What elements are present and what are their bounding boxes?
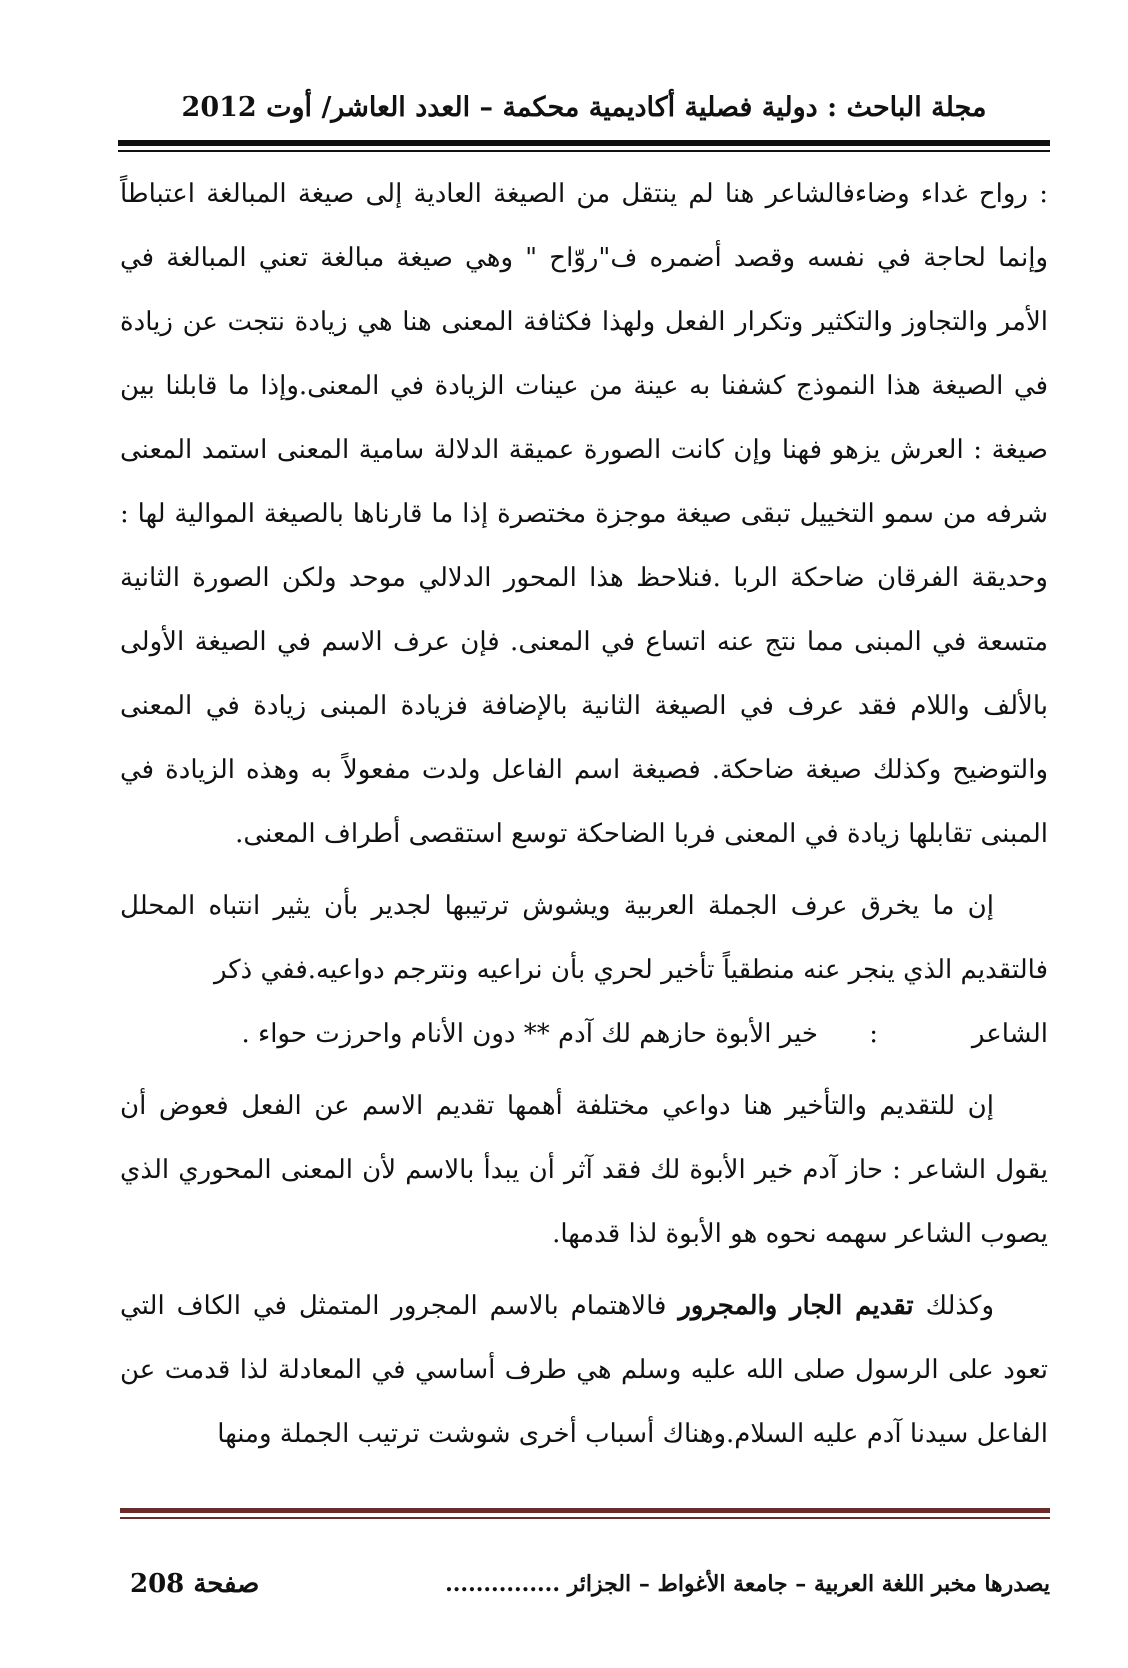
verse-label: الشاعر	[971, 1019, 1048, 1049]
footer-rule-thick	[120, 1508, 1050, 1513]
p4-rest: فالاهتمام بالاسم المجرور المتمثل في الكاف التي تعود على الرسول صلى الله عليه وسلم هي طرف أساسي في المعادلة لذا قدمت عن الفاعل سيدنا آدم عليه السلام.وهناك أسباب أخرى شوشت ترتيب الجملة ومنها	[120, 1291, 1048, 1449]
paragraph-4	[120, 1274, 1048, 1466]
p4-bold-term: تقديم الجار والمجرور	[678, 1291, 914, 1321]
journal-header: مجلة الباحث : دولية فصلية أكاديمية محكمة – العدد العاشر/ أوت 2012	[181, 92, 987, 123]
footer-publisher: يصدرها مخبر اللغة العربية – جامعة الأغواط – الجزائر ...............	[445, 1571, 1050, 1597]
paragraph-2: إن ما يخرق عرف الجملة العربية ويشوش ترتيبها لجدير بأن يثير انتباه المحلل فالتقديم الذي ينجر عنه منطقياً تأخير لحري بأن نراعيه ونترجم دواعيه.ففي ذكر	[120, 891, 1048, 985]
paragraph-1: : رواح غداء وضاءفالشاعر هنا لم ينتقل من الصيغة العادية إلى صيغة المبالغة اعتباطاً وإنما لحاجة في نفسه وقصد أضمره ف"روّاح " وهي صيغة مبالغة تعني المبالغة في الأمر والتجاوز والتكثير وتكرار الفعل ولهذا فكثافة المعنى هنا هي زيادة نتجت عن زيادة في الصيغة هذا النموذج كشفنا به عينة من عينات الزيادة في المعنى.وإذا ما قابلنا بين صيغة : العرش يزهو فهنا وإن كانت الصورة عميقة الدلالة سامية المعنى استمد المعنى شرفه من سمو التخييل تبقى صيغة موجزة مختصرة إذا ما قارناها بالصيغة الموالية لها : وحديقة الفرقان ضاحكة الربا .فنلاحظ هذا المحور الدلالي موحد ولكن الصورة الثانية متسعة في المبنى مما نتج عنه اتساع في المعنى. فإن عرف الاسم في الصيغة الأولى بالألف واللام فقد عرف في الصيغة الثانية بالإضافة فزيادة المبنى زيادة في المعنى والتوضيح وكذلك صيغة ضاحكة. فصيغة اسم الفاعل ولدت مفعولاً به وهذه الزيادة في المبنى تقابلها زيادة في المعنى فربا الضاحكة توسع استقصى أطراف المعنى.	[120, 179, 1048, 849]
paragraph-3: إن للتقديم والتأخير هنا دواعي مختلفة أهمها تقديم الاسم عن الفعل فعوض أن يقول الشاعر : حاز آدم خير الأبوة لك فقد آثر أن يبدأ بالاسم لأن المعنى المحوري الذي يصوب الشاعر سهمه نحوه هو الأبوة لذا قدمها.	[120, 1091, 1048, 1249]
verse-colon: :	[869, 1019, 878, 1049]
article-body	[120, 162, 1048, 1466]
footer-rule-thin	[120, 1517, 1050, 1519]
p4-lead: وكذلك	[925, 1291, 994, 1321]
verse-line	[120, 1002, 1048, 1066]
header-rule-thin	[118, 150, 1050, 152]
header-rule-thick	[118, 140, 1050, 146]
page-footer	[118, 1564, 1050, 1604]
page-number: صفحة 208	[130, 1569, 260, 1599]
verse-text: خير الأبوة حازهم لك آدم ** دون الأنام واحرزت حواء .	[241, 1019, 818, 1049]
